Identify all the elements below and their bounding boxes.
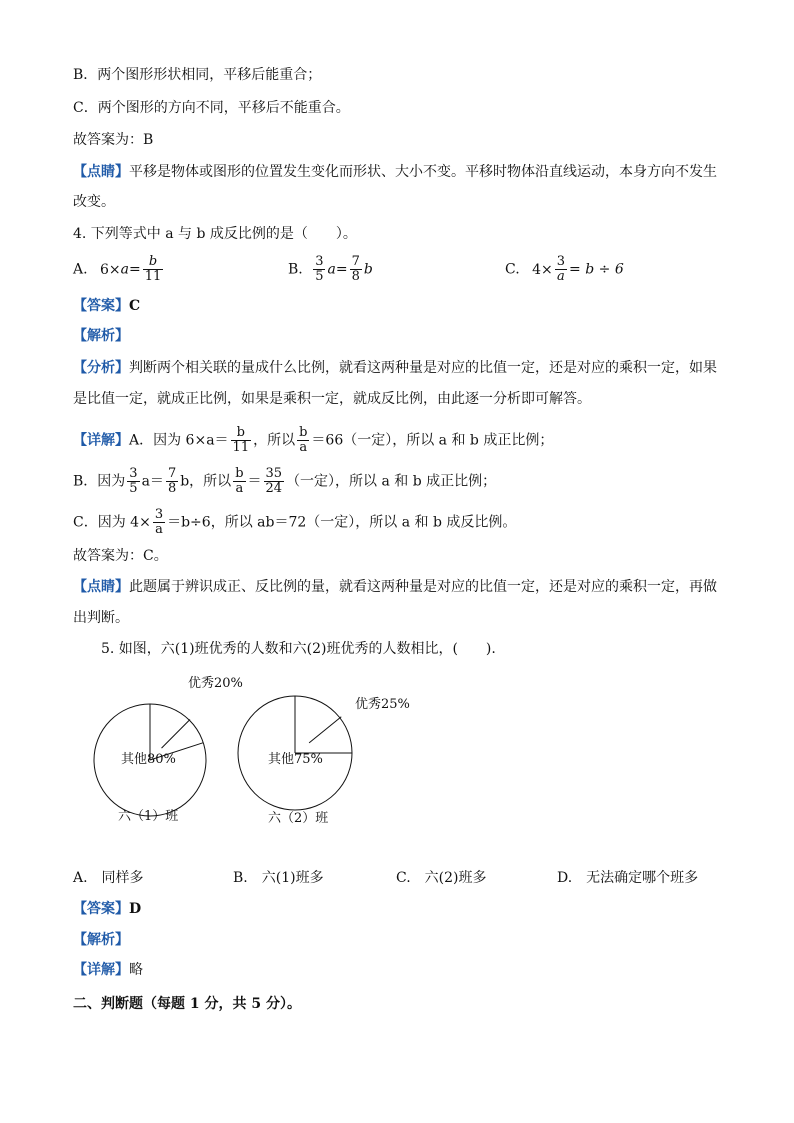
q5-option-c: C. 六(2)班多 [396,870,487,886]
q5-answer-line [73,900,141,918]
question-5-stem: 5. 如图，六(1)班优秀的人数和六(2)班优秀的人数相比，( ). [101,641,496,657]
pie1-other-label: 其他80% [121,752,176,767]
fraction: $\frac{3}{5}$ [129,466,138,496]
option-label: B. [288,261,303,278]
dianjing-text: 此题属于辨识成正、反比例的量，就看这两种量是对应的比值一定，还是对应的乘积一定，再做 [129,579,717,595]
var: a [120,261,130,278]
q4-answer-line [73,297,140,315]
expr-part: 6× [100,261,121,278]
text: a＝ [141,473,164,490]
answer-line: 故答案为：B [73,132,154,148]
pie2-caption: 六（2）班 [268,811,329,826]
fraction: $\frac{35}{24}$ [265,466,283,496]
pie-charts [0,660,794,860]
dianjing-tag: 【点睛】 [73,164,129,180]
fraction: $\frac{b}{a}$ [299,425,308,455]
pie1-caption: 六（1）班 [118,809,179,824]
dianjing-text: 平移是物体或图形的位置发生变化而形状、大小不变。平移时物体沿直线运动，本身方向不发生 [129,164,717,180]
text: ＝66（一定），所以 a 和 b 成正比例； [311,432,554,449]
expr-part: = b ÷ 6 [569,261,624,278]
answer-value: C [129,298,141,314]
q4-fenxi-continuation: 是比值一定，就成正比例，如果是乘积一定，就成反比例，由此逐一分析即可解答。 [73,391,591,407]
q4-conclusion: 故答案为：C。 [73,548,168,564]
q5-option-d: D. 无法确定哪个班多 [557,870,699,886]
fraction: $\frac{b}{a}$ [235,466,244,496]
q4-option-b [288,255,373,284]
q4-xiangjie-b [73,467,496,496]
pie-label-leader [309,717,341,743]
text: ＝ [247,473,262,490]
xiangjie-text: 略 [129,962,143,978]
q5-option-b: B. 六(1)班多 [233,870,324,886]
q4-fenxi-line [73,359,717,377]
text: B．因为 [73,473,126,490]
text: b，所以 [180,473,232,490]
answer-tag: 【答案】 [73,298,129,314]
q5-jiexi-tag: 【解析】 [73,932,129,948]
fenxi-tag: 【分析】 [73,360,129,376]
var: b [363,261,373,278]
question-4-stem: 4. 下列等式中 a 与 b 成反比例的是（ ）。 [73,226,357,242]
answer-tag: 【答案】 [73,901,129,917]
option-label: A. [73,261,88,278]
fenxi-text: 判断两个相关联的量成什么比例，就看这两种量是对应的比值一定，还是对应的乘积一定，如果 [129,360,717,376]
var: a [327,261,336,278]
option-c-explanation: C．两个图形的方向不同，平移后不能重合。 [73,100,350,116]
fraction: $\frac{b}{11}$ [232,425,250,455]
pie2-other-label: 其他75% [268,752,323,767]
dianjing-line [73,163,717,181]
fraction: $\frac{3}{a}$ [556,254,566,284]
text: ，所以 [253,432,296,449]
expr-part: 4× [532,261,553,278]
section-2-heading: 二、判断题（每题 1 分，共 5 分）。 [73,996,301,1012]
q4-jiexi-tag: 【解析】 [73,328,129,344]
q4-xiangjie-c [73,508,516,537]
fraction: $\frac{7}{8}$ [167,466,177,496]
q4-xiangjie-a [73,426,553,455]
q4-option-a [73,255,165,284]
text: ＝b÷6，所以 ab＝72（一定），所以 a 和 b 成反比例。 [167,514,517,531]
fraction: $\frac{b}{11}$ [144,254,162,284]
text: C．因为 4× [73,514,151,531]
answer-value: D [129,901,142,917]
fraction: $\frac{3}{a}$ [154,507,164,537]
pie-label-leader [162,719,190,748]
option-label: C. [505,261,520,278]
eq: = [335,261,348,278]
dianjing-tag: 【点睛】 [73,579,129,595]
dianjing-continuation: 改变。 [73,194,115,210]
pie2-excellent-label: 优秀25% [355,697,410,712]
q4-dianjing-continuation: 出判断。 [73,610,129,626]
q4-dianjing-line [73,578,717,596]
xiangjie-tag: 【详解】 [73,432,129,449]
q4-option-c [505,255,624,284]
text: A．因为 6×a＝ [129,432,229,449]
q5-option-a: A. 同样多 [73,870,144,886]
fraction: $\frac{7}{8}$ [351,254,360,284]
q5-xiangjie-line [73,961,143,979]
pie1-excellent-label: 优秀20% [188,676,243,691]
text: （一定），所以 a 和 b 成正比例； [286,473,497,490]
eq: = [129,261,141,278]
option-b-explanation: B．两个图形形状相同，平移后能重合； [73,67,322,83]
fraction: $\frac{3}{5}$ [315,254,324,284]
xiangjie-tag: 【详解】 [73,962,129,978]
